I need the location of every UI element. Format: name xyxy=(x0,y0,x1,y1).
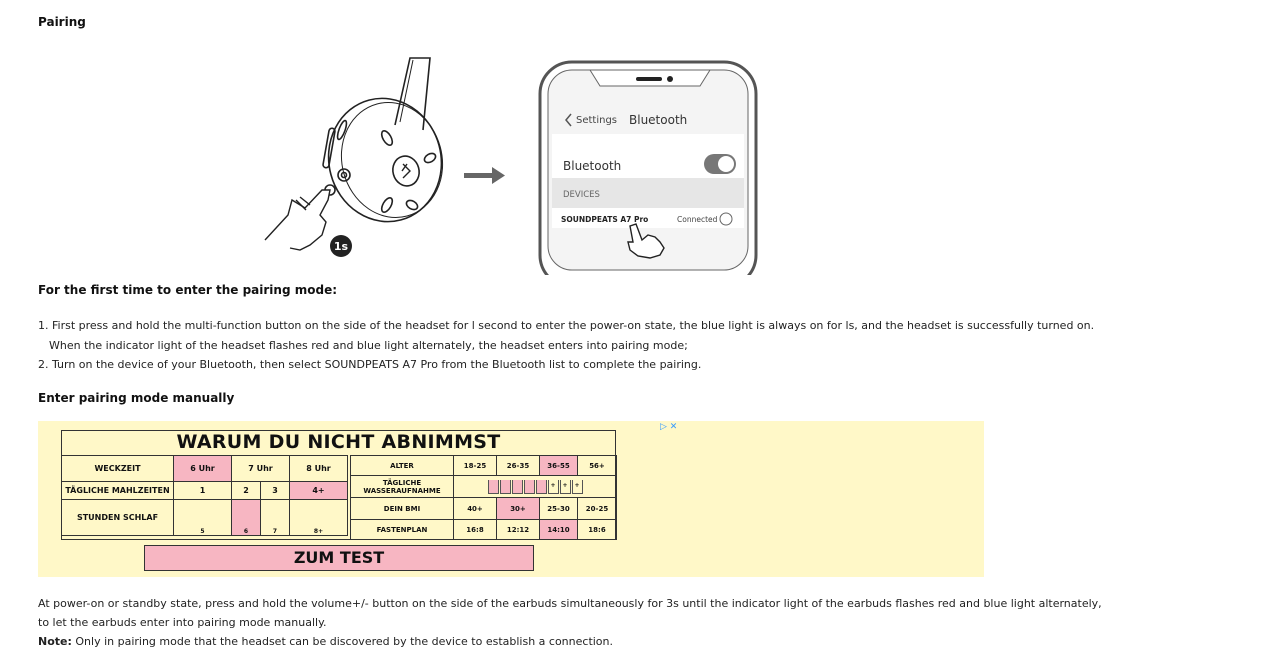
ad-cell: 25-30 xyxy=(540,498,578,520)
ad-cell: 20-25 xyxy=(578,498,617,520)
phone-device-name: SOUNDPEATS A7 Pro xyxy=(561,215,649,224)
note-text: Only in pairing mode that the headset can be discovered by the device to establish a connection. xyxy=(71,635,614,648)
adchoices-icon[interactable]: ▷ ✕ xyxy=(660,422,678,432)
ad-cell: 18:6 xyxy=(578,520,617,540)
note-paragraph xyxy=(38,635,613,648)
phone-bluetooth-row: Bluetooth xyxy=(563,159,622,173)
ad-label: TÄGLICHE MAHLZEITEN xyxy=(62,482,174,500)
ad-cell: 8+ xyxy=(290,500,348,536)
first-time-heading: For the first time to enter the pairing mode: xyxy=(38,283,338,297)
manual-heading: Enter pairing mode manually xyxy=(38,391,235,405)
manual-text-line-1: At power-on or standby state, press and hold the volume+/- button on the side of the earbuds simultaneously for 3s until the indicator light of the earbuds flashes red and blue light alternately, xyxy=(38,597,1102,610)
note-label: Note: xyxy=(38,635,72,648)
manual-text-line-2: to let the earbuds enter into pairing mode manually. xyxy=(38,616,327,629)
ad-cell: 56+ xyxy=(578,456,617,476)
ad-cell: 7 xyxy=(261,500,290,536)
ad-cell: 8 Uhr xyxy=(290,456,348,482)
ad-cell: 7 Uhr xyxy=(232,456,290,482)
ad-cell: 6 Uhr xyxy=(174,456,232,482)
ad-cell: 14:10 xyxy=(540,520,578,540)
headset-icon xyxy=(315,58,455,234)
ad-cell: 30+ xyxy=(497,498,540,520)
arrow-right-icon xyxy=(464,167,505,184)
step-1-continued: When the indicator light of the headset flashes red and blue light alternately, the headset enters into pairing mode; xyxy=(49,339,688,352)
hand-icon xyxy=(265,190,330,250)
ad-label: FASTENPLAN xyxy=(351,520,454,540)
ad-cell: 36-55 xyxy=(540,456,578,476)
duration-badge: 1s xyxy=(333,240,349,253)
ad-cell: 3 xyxy=(261,482,290,500)
ad-cell: 12:12 xyxy=(497,520,540,540)
ad-cell: 40+ xyxy=(454,498,497,520)
ad-right-table xyxy=(350,455,617,540)
phone-back-label: Settings xyxy=(576,115,618,126)
ad-cell: 2 xyxy=(232,482,261,500)
ad-label: STUNDEN SCHLAF xyxy=(62,500,174,536)
water-cups: + + + xyxy=(454,476,617,498)
ad-cell: 5 xyxy=(174,500,232,536)
step-1: 1. First press and hold the multi-function button on the side of the headset for l second to enter the power-on state, the blue light is always on for ls, and the headset is successfully turned on. xyxy=(38,319,1095,332)
ad-cell: 18-25 xyxy=(454,456,497,476)
ad-cell: 4+ xyxy=(290,482,348,500)
phone-devices-label: DEVICES xyxy=(563,190,600,200)
advertisement-banner[interactable] xyxy=(38,421,984,577)
pairing-illustration xyxy=(0,50,800,275)
ad-label-water: TÄGLICHE WASSERAUFNAHME xyxy=(351,476,454,498)
phone-title: Bluetooth xyxy=(629,113,688,127)
ad-label: WECKZEIT xyxy=(62,456,174,482)
ad-cell: 1 xyxy=(174,482,232,500)
step-2: 2. Turn on the device of your Bluetooth, then select SOUNDPEATS A7 Pro from the Bluetooth list to complete the pairing. xyxy=(38,358,702,371)
section-heading-pairing: Pairing xyxy=(38,15,86,29)
ad-cell: 26-35 xyxy=(497,456,540,476)
ad-label: ALTER xyxy=(351,456,454,476)
ad-left-table xyxy=(61,455,348,536)
ad-cell: 6 xyxy=(232,500,261,536)
ad-cell: 16:8 xyxy=(454,520,497,540)
ad-title: WARUM DU NICHT ABNIMMST xyxy=(176,431,501,453)
ad-label: DEIN BMI xyxy=(351,498,454,520)
phone-device-status: Connected xyxy=(677,215,718,224)
zum-test-button[interactable]: ZUM TEST xyxy=(144,545,534,571)
